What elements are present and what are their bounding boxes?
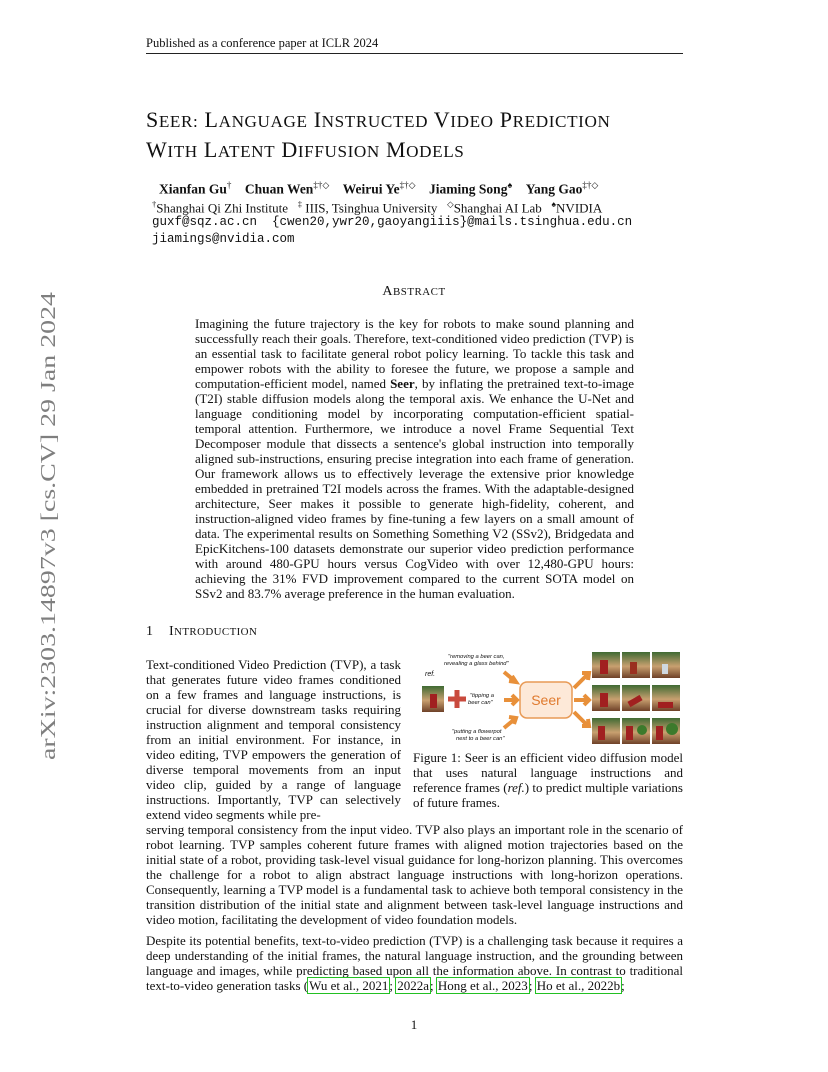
intro-p2-text: Despite its potential benefits, text-to-video prediction (TVP) is a challenging task because it requires a deep understanding of the initial frames, the natural language instruction, and the grounding between language and images, while predicting based upon all the information above. In contrast to traditional text-to-video generation tasks xyxy=(146,933,683,993)
page-number: 1 xyxy=(410,1017,418,1032)
citation-wu-2021[interactable]: Wu et al., 2021 xyxy=(309,978,389,993)
instruction-bot-l2: next to a beer can" xyxy=(456,736,505,742)
affil-nvidia: NVIDIA xyxy=(556,200,603,216)
affil-ailab: Shanghai AI Lab xyxy=(453,200,542,216)
abstract-text-1: Imagining the future trajectory is the key for robots to make sound planning and successfully reach their goals. Therefore, text-conditioned video prediction (TVP) is an essential task to facilitate general robot policy learning. To tackle this task and empower robots with the ability to foresee the future, we propose a sample and computation-efficient model, named xyxy=(195,316,634,391)
arrow-icon xyxy=(504,695,517,705)
figure-1-caption xyxy=(413,750,683,810)
email-line-1 xyxy=(152,215,632,229)
paper-title xyxy=(146,106,706,166)
section-1-heading xyxy=(146,624,257,640)
author-name: Weirui Ye xyxy=(342,181,400,197)
affil-mark: ◇ xyxy=(447,199,454,209)
caption-ref: ref. xyxy=(507,780,525,795)
citation-ho-2022b[interactable]: Ho et al., 2022b xyxy=(536,978,621,993)
instruction-top-l2: revealing a glass behind" xyxy=(444,661,509,667)
arrow-icon xyxy=(504,717,516,728)
abstract-body xyxy=(195,316,634,601)
author-affil-mark: ♠ xyxy=(507,180,513,190)
intro-paragraph-1: Text-conditioned Video Prediction (TVP), a task that generates future video frames conditioned on a few frames and language instructions, is crucial for diverse downstream tasks requiring instruction alignment and temporal consistency from an initial environment. For instance, in video editing, TVP empowers the generation of diverse temporal movements from an input video clip, guided by a range of language instructions. Importantly, TVP can selectively extend video segments while pre- xyxy=(146,657,401,822)
author-affil-mark: ‡†◇ xyxy=(582,180,599,190)
affil-tsinghua: IIIS, Tsinghua University xyxy=(305,200,438,216)
predicted-frames-row-1 xyxy=(592,652,680,678)
predicted-frames-row-2 xyxy=(592,685,680,711)
beer-can-icon xyxy=(430,694,437,708)
figure-1 xyxy=(412,650,684,746)
instruction-mid-l2: beer can" xyxy=(468,700,493,706)
author-name: Xianfan Gu xyxy=(159,181,227,197)
caption-suffix: ) to predict multiple variations of future frames. xyxy=(413,780,683,810)
title-line-1: SEER: LANGUAGE INSTRUCTED VIDEO PREDICTION xyxy=(146,107,611,132)
citation-2022a[interactable]: 2022a xyxy=(397,978,430,993)
author-affil-mark: ‡†◇ xyxy=(399,180,416,190)
section-title: INTRODUCTION xyxy=(169,624,258,639)
predicted-frames-row-3 xyxy=(592,718,680,744)
instruction-top-l1: "removing a beer can, xyxy=(448,654,505,660)
affil-mark: ♠ xyxy=(551,199,557,209)
affil-mark: † xyxy=(152,199,157,209)
instruction-mid-l1: "tipping a xyxy=(470,693,494,699)
author-affil-mark: † xyxy=(226,180,232,190)
affiliations xyxy=(152,199,602,216)
author-list xyxy=(159,180,598,198)
citation-hong-2023[interactable]: Hong et al., 2023 xyxy=(437,978,528,993)
author-affil-mark: ‡†◇ xyxy=(313,180,330,190)
ref-label: ref. xyxy=(425,671,436,678)
caption-prefix: Figure 1: Seer is an efficient video diffusion model that uses natural language instructions and reference frames ( xyxy=(413,750,683,795)
arxiv-identifier[interactable]: arXiv:2303.14897v3 [cs.CV] 29 Jan 2024 xyxy=(36,407,60,760)
instruction-bot-l1: "putting a flowerpot xyxy=(452,729,502,735)
header-rule xyxy=(146,53,683,54)
email-tsinghua[interactable]: {cwen20,ywr20,gaoyangiiis}@mails.tsinghua.edu.cn xyxy=(272,215,633,229)
seer-model-label: Seer xyxy=(531,692,561,708)
title-line-2: WITH LATENT DIFFUSION MODELS xyxy=(146,137,465,162)
author-name: Yang Gao xyxy=(525,181,583,197)
arrow-icon xyxy=(504,672,516,682)
affil-qizhi: Shanghai Qi Zhi Institute xyxy=(156,200,289,216)
arrow-icon xyxy=(574,712,589,726)
email-nvidia[interactable]: jiamings@nvidia.com xyxy=(152,232,295,246)
plus-icon xyxy=(448,690,466,708)
arxiv-stamp[interactable] xyxy=(36,290,60,760)
email-sqz[interactable]: guxf@sqz.ac.cn xyxy=(152,215,258,229)
author-name: Chuan Wen xyxy=(244,181,314,197)
abstract-text-2: , by inflating the pretrained text-to-image (T2I) stable diffusion models along the temporal axis. We enhance the U-Net and language conditioning model by incorporating computation-efficient spatial-temporal attention. Furthermore, we introduce a novel Frame Sequential Text Decomposer module that dissects a sentence's global instruction into temporally aligned sub-instructions, ensuring precise integration into each frame of generation. Our framework allows us to effectively leverage the extensive prior knowledge embedded in pretrained T2I models across the frames. With the adaptable-designed architecture, Seer makes it possible to generate high-fidelity, coherent, and instruction-aligned video frames by fine-tuning a few layers on a small amount of data. The experimental results on Something Something V2 (SSv2), Bridgedata and EpicKitchens-100 datasets demonstrate our superior video prediction performance with around 480-GPU hours versus CogVideo with over 12,480-GPU hours: achieving the 31% FVD improvement compared to the current SOTA model on SSv2 and 83.7% average preference in the human evaluation. xyxy=(195,376,635,601)
affil-mark: ‡ xyxy=(297,199,303,209)
author-name: Jiaming Song xyxy=(429,181,508,197)
arrow-icon xyxy=(574,695,589,705)
section-number: 1 xyxy=(146,624,154,639)
abstract-seer-bold: Seer xyxy=(390,376,415,391)
running-header: Published as a conference paper at ICLR 2024 xyxy=(146,36,379,50)
arrow-icon xyxy=(574,673,589,688)
intro-paragraph-2: Despite its potential benefits, text-to-video prediction (TVP) is a challenging task because it requires a deep understanding of the initial frames, the natural language instruction, and the grounding between language and images, while predicting based upon all the information above. In contrast to traditional text-to-video generation tasks (Wu et al., 2021; 2022a; Hong et al., 2023; Ho et al., 2022b; xyxy=(146,933,683,993)
abstract-heading: ABSTRACT xyxy=(382,284,446,299)
intro-paragraph-1-continued: serving temporal consistency from the input video. TVP also plays an important role in the scenario of robot learning. TVP samples coherent future frames with aligned motion trajectories based on the initial state of a robot, providing task-level visual guidance for long-horizon planning. This overcomes the challenge for a robot to align abstract language instructions with long-horizon operations. Consequently, learning a TVP model is a fundamental task to achieve both temporal consistency in the transition distribution of the initial state and alignment between task-level language instructions and video motion, facilitating the development of video foundation models. xyxy=(146,822,683,927)
